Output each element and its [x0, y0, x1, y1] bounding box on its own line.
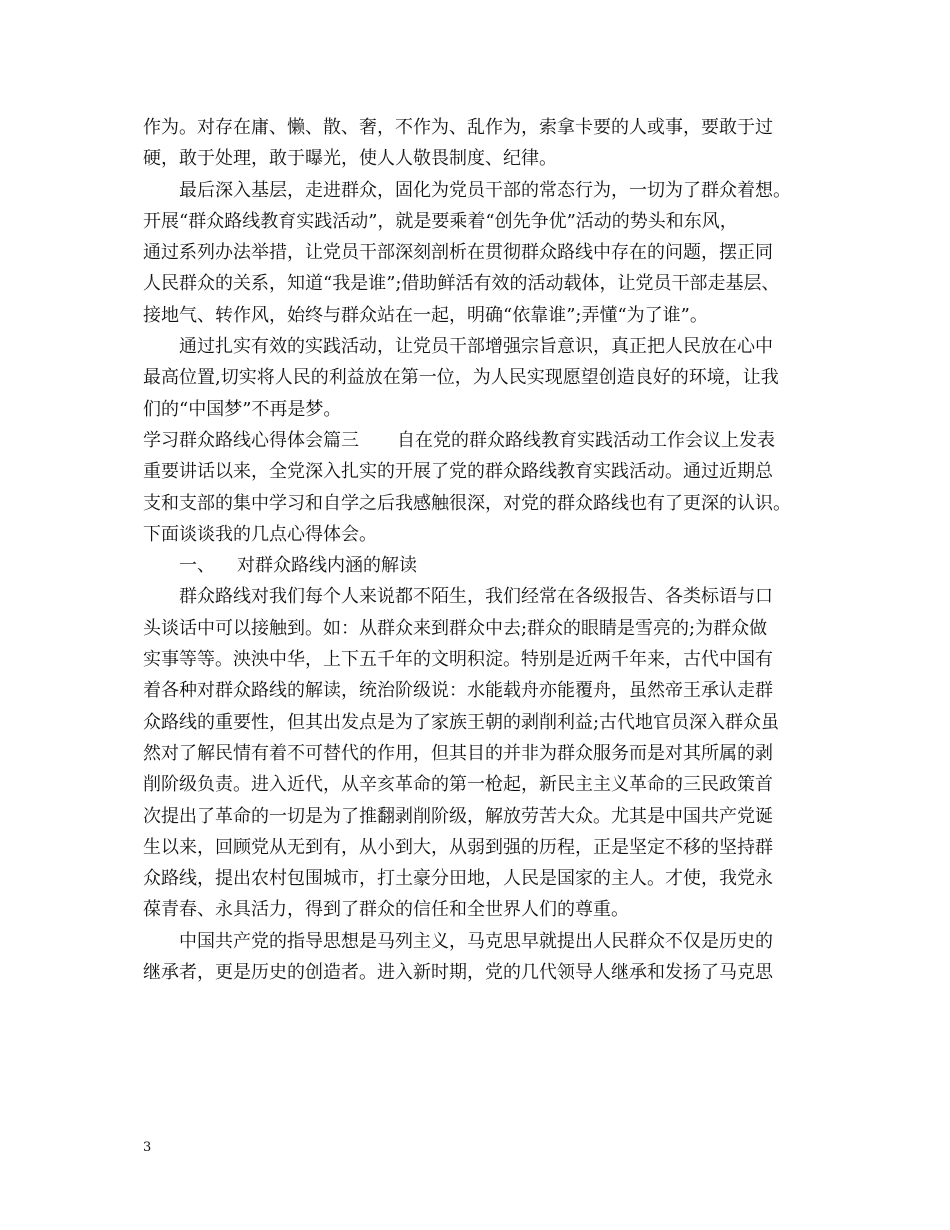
- text-line: 通过系列办法举措，让党员干部深刻剖析在贯彻群众路线中存在的问题，摆正同: [143, 242, 773, 264]
- text-line: 支和支部的集中学习和自学之后我感触很深，对党的群众路线也有了更深的认识。: [143, 492, 791, 514]
- text-line: 葆青春、永具活力，得到了群众的信任和全世界人们的尊重。: [143, 899, 629, 921]
- text-line: 着各种对群众路线的解读，统治阶级说：水能载舟亦能覆舟，虽然帝王承认走群: [143, 680, 773, 702]
- text-line: 硬，敢于处理，敢于曝光，使人人敬畏制度、纪律。: [143, 148, 557, 170]
- text-line: 削阶级负责。进入近代，从辛亥革命的第一枪起，新民主主义革命的三民政策首: [143, 774, 773, 796]
- text-line: 头谈话中可以接触到。如：从群众来到群众中去;群众的眼睛是雪亮的;为群众做: [143, 617, 768, 639]
- text-line: 最高位置,切实将人民的利益放在第一位，为人民实现愿望创造良好的环境，让我: [143, 367, 779, 389]
- text-line: 生以来，回顾党从无到有，从小到大，从弱到强的历程，正是坚定不移的坚持群: [143, 836, 773, 858]
- document-body: [143, 112, 823, 988]
- subheading-text: 对群众路线内涵的解读: [237, 555, 417, 577]
- section-heading-line: [143, 425, 823, 456]
- text-line: 群众路线对我们每个人来说都不陌生，我们经常在各级报告、各类标语与口: [179, 586, 773, 608]
- text-line: 开展“群众路线教育实践活动”，就是要乘着“创先争优”活动的势头和东风，: [143, 210, 738, 232]
- text-line: 接地气、转作风，始终与群众站在一起，明确“依靠谁”;弄懂“为了谁”。: [143, 304, 708, 326]
- text-line: 重要讲话以来，全党深入扎实的开展了党的群众路线教育实践活动。通过近期总: [143, 461, 773, 483]
- section-first-line-text: 自在党的群众路线教育实践活动工作会议上发表: [397, 429, 775, 451]
- text-line: 下面谈谈我的几点心得体会。: [143, 523, 377, 545]
- text-line: 作为。对存在庸、懒、散、奢，不作为、乱作为，索拿卡要的人或事，要敢于过: [143, 117, 773, 138]
- text-line: 人民群众的关系，知道“我是谁”;借助鲜活有效的活动载体，让党员干部走基层、: [143, 273, 780, 295]
- text-line: 通过扎实有效的实践活动，让党员干部增强宗旨意识，真正把人民放在心中: [179, 336, 773, 358]
- text-line: 次提出了革命的一切是为了推翻剥削阶级，解放劳苦大众。尤其是中国共产党诞: [143, 805, 773, 827]
- page-number: 3: [143, 1140, 152, 1155]
- text-line: 继承者，更是历史的创造者。进入新时期，党的几代领导人继承和发扬了马克思: [143, 962, 773, 984]
- text-line: 实事等等。泱泱中华，上下五千年的文明积淀。特别是近两千年来，古代中国有: [143, 649, 773, 671]
- text-line: 中国共产党的指导思想是马列主义，马克思早就提出人民群众不仅是历史的: [179, 930, 773, 952]
- text-line: 众路线的重要性，但其出发点是为了家族王朝的剥削利益;古代地官员深入群众虽: [143, 711, 780, 733]
- text-line: 然对了解民情有着不可替代的作用，但其目的并非为群众服务而是对其所属的剥: [143, 742, 773, 764]
- subheading-number: 一、: [179, 555, 215, 577]
- section-heading: 学习群众路线心得体会篇三: [143, 429, 359, 451]
- text-line: 最后深入基层，走进群众，固化为党员干部的常态行为，一切为了群众着想。: [179, 179, 791, 201]
- subheading-line: [143, 550, 823, 581]
- text-line: 们的“中国梦”不再是梦。: [143, 398, 342, 420]
- text-line: 众路线，提出农村包围城市，打土豪分田地，人民是国家的主人。才使，我党永: [143, 868, 773, 890]
